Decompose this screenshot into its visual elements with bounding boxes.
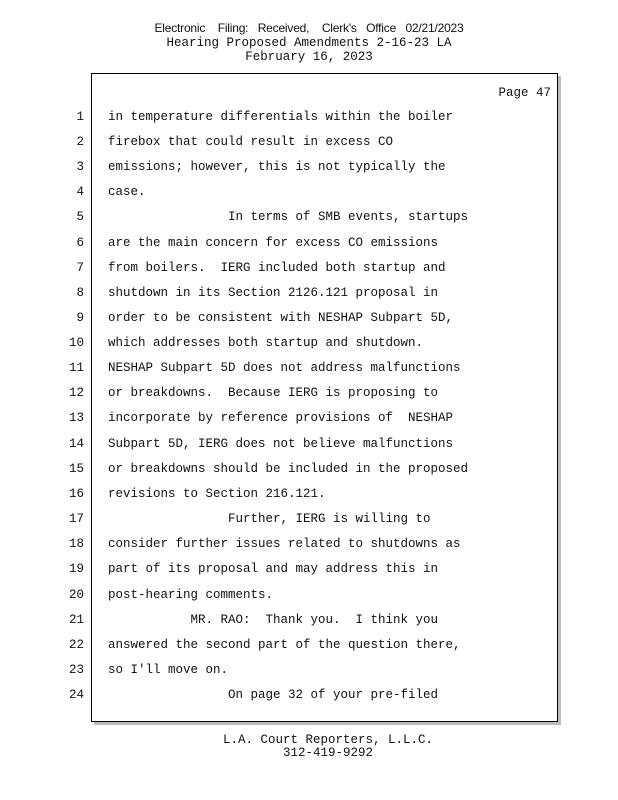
line-number: 14 [68,437,84,451]
page-number: Page 47 [498,86,551,100]
line-number: 12 [68,386,84,400]
line-text: consider further issues related to shutdowns as [108,537,461,551]
transcript-line [0,585,600,605]
line-text: or breakdowns. Because IERG is proposing to [108,386,439,400]
line-text: firebox that could result in excess CO [108,135,394,149]
transcript-line [0,660,600,680]
line-text: are the main concern for excess CO emissions [108,236,439,250]
line-text: which addresses both startup and shutdown. [108,336,424,350]
line-number: 15 [68,462,84,476]
line-text: part of its proposal and may address this in [108,562,439,576]
line-number: 16 [68,487,84,501]
line-text: MR. RAO: Thank you. I think you [108,613,439,627]
transcript-line [0,610,600,630]
line-text: order to be consistent with NESHAP Subpart 5D, [108,311,454,325]
line-text: in temperature differentials within the boiler [108,110,454,124]
transcript-line [0,107,600,127]
line-text: NESHAP Subpart 5D does not address malfunctions [108,361,461,375]
line-number: 2 [76,135,84,149]
line-number: 18 [68,537,84,551]
line-number: 13 [68,411,84,425]
line-number: 3 [76,160,84,174]
transcript-line [0,484,600,504]
line-number: 7 [76,261,84,275]
court-reporter-phone: 312-419-9292 [282,746,373,760]
transcript-line [0,685,600,705]
transcript-line [0,635,600,655]
line-number: 4 [76,185,84,199]
line-text: incorporate by reference provisions of NESHAP [108,411,454,425]
line-number: 8 [76,286,84,300]
transcript-line [0,434,600,454]
line-text: case. [108,185,146,199]
line-number: 19 [68,562,84,576]
transcript-title: Hearing Proposed Amendments 2-16-23 LA [166,36,452,50]
line-text: or breakdowns should be included in the proposed [108,462,469,476]
court-reporter-name: L.A. Court Reporters, L.L.C. [222,733,434,747]
transcript-line [0,358,600,378]
transcript-line [0,233,600,253]
line-text: On page 32 of your pre-filed [108,688,439,702]
line-number: 6 [76,236,84,250]
line-number: 24 [68,688,84,702]
transcript-line [0,157,600,177]
transcript-line [0,509,600,529]
line-number: 21 [68,613,84,627]
line-number: 22 [68,638,84,652]
line-text: post-hearing comments. [108,588,274,602]
line-text: answered the second part of the question there, [108,638,461,652]
line-number: 17 [68,512,84,526]
transcript-line [0,258,600,278]
line-text: from boilers. IERG included both startup and [108,261,446,275]
line-text: so I'll move on. [108,663,229,677]
transcript-line [0,182,600,202]
transcript-date: February 16, 2023 [245,50,373,64]
line-number: 10 [68,336,84,350]
line-text: revisions to Section 216.121. [108,487,326,501]
line-text: Subpart 5D, IERG does not believe malfunctions [108,437,454,451]
transcript-line [0,333,600,353]
line-number: 23 [68,663,84,677]
line-text: Further, IERG is willing to [108,512,431,526]
line-number: 11 [68,361,84,375]
transcript-line [0,408,600,428]
transcript-line [0,534,600,554]
transcript-line [0,283,600,303]
transcript-line [0,308,600,328]
line-number: 20 [68,588,84,602]
transcript-line [0,559,600,579]
line-text: emissions; however, this is not typically the [108,160,446,174]
line-number: 5 [76,210,84,224]
transcript-line [0,383,600,403]
transcript-line [0,459,600,479]
line-number: 9 [76,311,84,325]
filing-stamp: Electronic Filing: Received, Clerk's Office 02/21/2023 [154,21,464,35]
transcript-line [0,207,600,227]
line-text: In terms of SMB events, startups [108,210,469,224]
transcript-line [0,132,600,152]
line-text: shutdown in its Section 2126.121 proposal in [108,286,439,300]
line-number: 1 [76,110,84,124]
